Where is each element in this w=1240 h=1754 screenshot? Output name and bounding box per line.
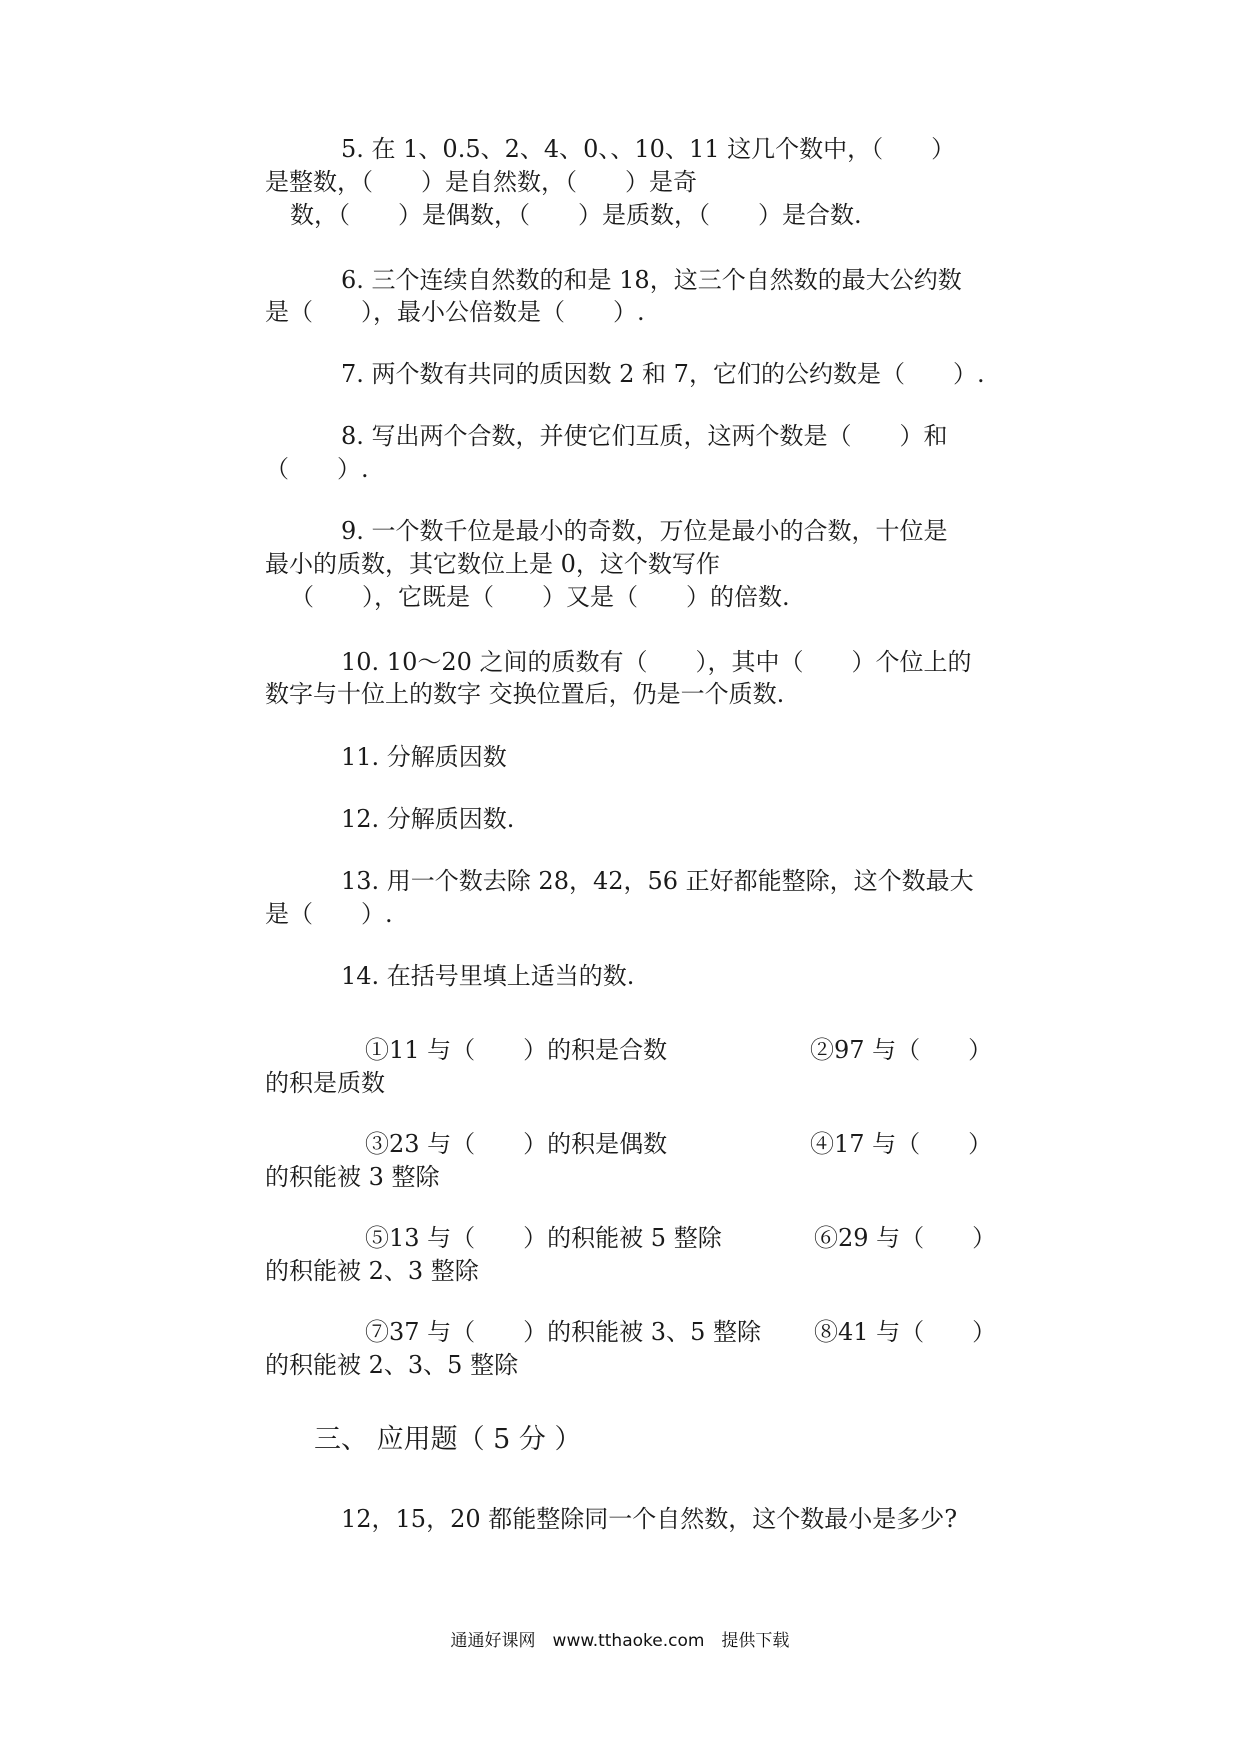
q13-line-2: 是（ ）. bbox=[265, 900, 393, 928]
q14-item-4-left: ⑦37 与（ ）的积能被 3、5 整除 bbox=[365, 1318, 761, 1346]
q14-item-1-left: ①11 与（ ）的积是合数 bbox=[365, 1036, 668, 1064]
q9-line-1: 9. 一个数千位是最小的奇数，万位是最小的合数，十位是 bbox=[341, 517, 948, 545]
q13-line-1: 13. 用一个数去除 28，42，56 正好都能整除，这个数最大 bbox=[341, 867, 974, 895]
q10-line-2: 数字与十位上的数字 交换位置后，仍是一个质数. bbox=[265, 680, 785, 708]
q14-line-1: 14. 在括号里填上适当的数. bbox=[341, 962, 635, 990]
q9-line-3: （ ），它既是（ ）又是（ ）的倍数. bbox=[290, 583, 790, 611]
q14-item-4-right: ⑧41 与（ ） bbox=[814, 1318, 997, 1346]
q14-item-3-right: ⑥29 与（ ） bbox=[814, 1224, 997, 1252]
q14-item-1-right: ②97 与（ ） bbox=[810, 1036, 993, 1064]
q7-line-1: 7. 两个数有共同的质因数 2 和 7，它们的公约数是（ ）. bbox=[341, 360, 985, 388]
page-footer: 通通好课网 www.tthaoke.com 提供下载 bbox=[450, 1631, 790, 1651]
q14-item-3-left: ⑤13 与（ ）的积能被 5 整除 bbox=[365, 1224, 722, 1252]
q14-item-2-cont: 的积能被 3 整除 bbox=[265, 1163, 440, 1191]
q14-item-1-cont: 的积是质数 bbox=[265, 1069, 385, 1097]
q12-line-1: 12. 分解质因数. bbox=[341, 805, 515, 833]
q8-line-1: 8. 写出两个合数，并使它们互质，这两个数是（ ）和 bbox=[341, 422, 948, 450]
q11-line-1: 11. 分解质因数 bbox=[341, 743, 507, 771]
q9-line-2: 最小的质数，其它数位上是 0，这个数写作 bbox=[265, 550, 720, 578]
section-3-heading: 三、 应用题（ 5 分 ） bbox=[314, 1424, 582, 1455]
q5-line-1: 5. 在 1、0.5、2、4、0、、10、11 这几个数中，（ ） bbox=[341, 135, 956, 163]
q14-item-2-right: ④17 与（ ） bbox=[810, 1130, 993, 1158]
q14-item-3-cont: 的积能被 2、3 整除 bbox=[265, 1257, 479, 1285]
q14-item-2-left: ③23 与（ ）的积是偶数 bbox=[365, 1130, 668, 1158]
q6-line-1: 6. 三个连续自然数的和是 18，这三个自然数的最大公约数 bbox=[341, 266, 962, 294]
section-3-problem: 12，15，20 都能整除同一个自然数，这个数最小是多少? bbox=[341, 1505, 958, 1533]
q5-line-3: 数，（ ）是偶数，（ ）是质数，（ ）是合数. bbox=[290, 201, 862, 229]
q5-line-2: 是整数，（ ）是自然数，（ ）是奇 bbox=[265, 168, 697, 196]
q10-line-1: 10. 10～20 之间的质数有（ ），其中（ ）个位上的 bbox=[341, 648, 972, 676]
q14-item-4-cont: 的积能被 2、3、5 整除 bbox=[265, 1351, 519, 1379]
q8-line-2: （ ）. bbox=[265, 455, 369, 483]
q6-line-2: 是（ ），最小公倍数是（ ）. bbox=[265, 298, 645, 326]
